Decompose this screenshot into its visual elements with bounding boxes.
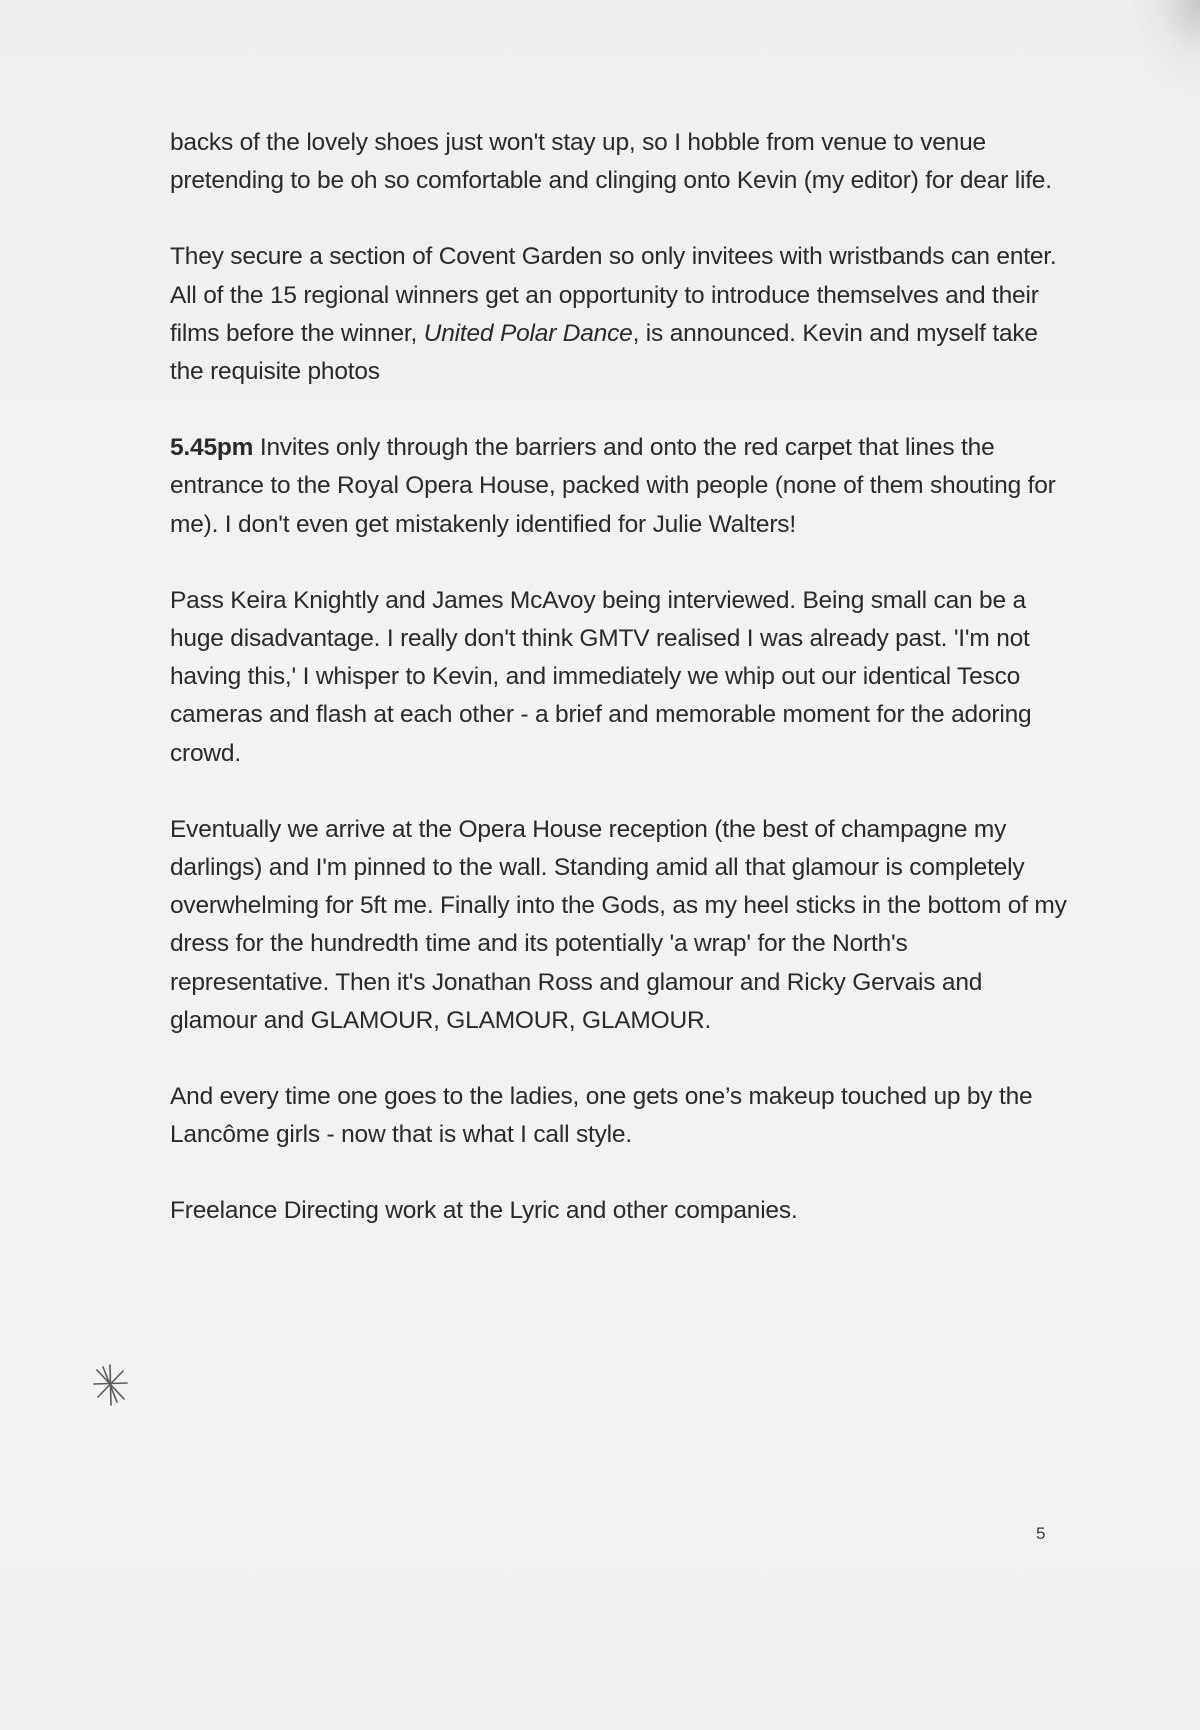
paragraph-text: Invites only through the barriers and onto the red carpet that lines the entrance to the Royal Opera House, packed with people (none of them shouting for me). I don't even get mistakenly identified for Julie Walters! [170, 434, 1056, 538]
paragraph-interviews: Pass Keira Knightly and James McAvoy being interviewed. Being small can be a huge disadvantage. I really don't think GMTV realised I was already past. 'I'm not having this,' I whisper to Kevin, and immediately we whip out our identical Tesco cameras and flash at each other - a brief and memorable moment for the adoring crowd. [170, 586, 1032, 767]
page-corner-shadow [1130, 0, 1200, 90]
paragraph-text: , is announced. Kevin and myself take the requisite photos [170, 319, 1038, 386]
handwritten-asterisk-icon [90, 1362, 130, 1408]
paragraph-text: They secure a section of Covent Garden so only invitees with wristbands can enter. All of the 15 regional winners get an opportunity to introduce themselves and their films before the winner, [170, 243, 1057, 347]
document-body [170, 124, 1070, 1231]
paragraph-reception: Eventually we arrive at the Opera House reception (the best of champagne my darlings) and I'm pinned to the wall. Standing amid all that glamour is completely overwhelming for 5ft me. Finally into the Gods, as my heel sticks in the bottom of my dress for the hundredth time and its potentially 'a wrap' for the North's representative. Then it's Jonathan Ross and glamour and Ricky Gervais and glamour and GLAMOUR, GLAMOUR, GLAMOUR. [170, 815, 1067, 1034]
film-title: United Polar Dance [423, 319, 633, 347]
time-stamp: 5.45pm [170, 434, 254, 462]
paragraph-shoes: backs of the lovely shoes just won't stay up, so I hobble from venue to venue pretending to be oh so comfortable and clinging onto Kevin (my editor) for dear life. [170, 129, 1052, 195]
paragraph-ladies: And every time one goes to the ladies, one gets one’s makeup touched up by the Lancôme girls - now that is what I call style. [170, 1083, 1033, 1149]
paragraph-red-carpet [170, 429, 1070, 544]
paragraph-freelance: Freelance Directing work at the Lyric and other companies. [170, 1197, 798, 1225]
paragraph-covent-garden [170, 238, 1070, 391]
page-number: 5 [1036, 1524, 1046, 1543]
